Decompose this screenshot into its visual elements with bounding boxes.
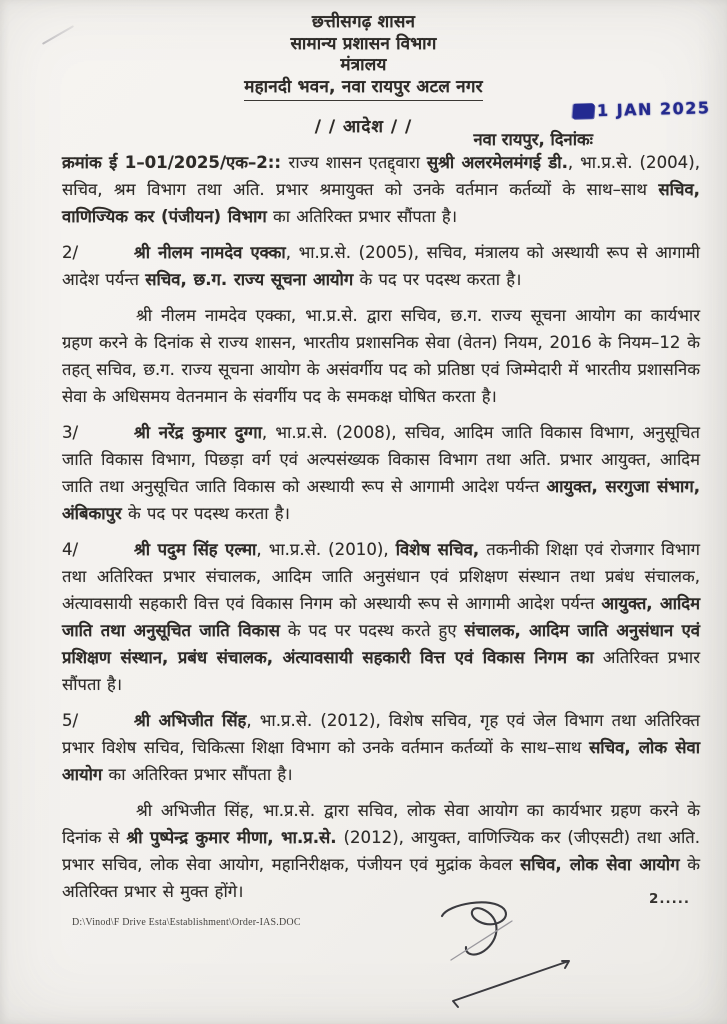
bold-text-run: श्री पुष्पेन्द्र कुमार मीणा, भा.प्र.से. — [126, 828, 337, 847]
letterhead — [0, 0, 727, 101]
text-run: राज्य शासन एतद्द्वारा — [288, 153, 427, 172]
ink-blot-icon — [573, 103, 595, 119]
text-run: , भा.प्र.से. (2008), सचिव, आदिम जाति विकास विभाग, अनुसूचित जाति विकास विभाग, पिछड़ा वर्ग एवं अल्पसंख्यक विकास विभाग तथा अति. प्रभार आयुक्त, आदिम जाति तथा अनुसूचित जाति विकास को अस्थायी रूप से आगामी आदेश पर्यन्त — [62, 423, 700, 496]
paragraph-number: 2/ — [62, 243, 79, 262]
text-run: , भा.प्र.से. (2010), — [256, 540, 396, 559]
bold-text-run: क्रमांक ई 1–01/2025/एक–2:: — [62, 153, 289, 172]
bold-text-run: विशेष सचिव, — [395, 540, 480, 559]
place-date-line: नवा रायपुर, दिनांकः — [473, 130, 593, 149]
order-paragraph — [62, 302, 700, 410]
page-number: 2..... — [648, 891, 690, 907]
government-name: छत्तीसगढ़ शासन — [311, 12, 416, 32]
text-run: का अतिरिक्त प्रभार सौंपता है। — [102, 765, 293, 784]
order-paragraph — [62, 536, 700, 698]
bold-text-run: सुश्री अलरमेलमंगई डी. — [426, 153, 568, 172]
text-run: के अतिरिक्त प्रभार से मुक्त होंगे। — [62, 855, 700, 901]
bold-text-run: संचालक, आदिम जाति अनुसंधान एवं प्रशिक्षण संस्थान, प्रबंध संचालक, अंत्यावसायी सहकारी वित्त एवं विकास निगम का — [62, 621, 700, 667]
bold-text-run: सचिव, छ.ग. राज्य सूचना आयोग — [145, 270, 354, 289]
stamp-date-text: 1 JAN 2025 — [597, 98, 712, 121]
bold-text-run: सचिव, लोक सेवा आयोग — [62, 738, 700, 784]
paragraph-number: 4/ — [62, 540, 79, 559]
signature-scribble — [420, 880, 595, 1022]
address-line: महानदी भवन, नवा रायपुर अटल नगर — [244, 77, 483, 102]
text-run: श्री अभिजीत सिंह, भा.प्र.से. द्वारा सचिव, लोक सेवा आयोग का कार्यभार ग्रहण करने के दिनांक से — [62, 801, 700, 847]
bold-text-run: श्री पदुम सिंह एल्मा — [134, 540, 257, 559]
text-run: श्री नीलम नामदेव एक्का, भा.प्र.से. द्वारा सचिव, छ.ग. राज्य सूचना आयोग का कार्यभार ग्रहण करने के दिनांक से राज्य शासन, भारतीय प्रशासनिक सेवा (वेतन) नियम, 2016 के नियम–12 के तहत् सचिव, छ.ग. राज्य सूचना आयोग के असंवर्गीय पद को प्रतिष्ठा एवं जिम्मेदारी में भारतीय प्रशासनिक सेवा के अधिसमय वेतनमान के संवर्गीय पद के समकक्ष घोषित करता है। — [62, 306, 700, 406]
bold-text-run: श्री नीलम नामदेव एक्का — [134, 243, 286, 262]
file-path: D:\Vinod\F Drive Esta\Establishment\Order-IAS.DOC — [72, 917, 301, 928]
text-run: के पद पर पदस्थ करता है। — [353, 270, 522, 289]
department-name: सामान्य प्रशासन विभाग — [290, 33, 437, 54]
text-run: के पद पर पदस्थ करते हुए — [279, 621, 465, 640]
order-paragraph — [62, 419, 700, 527]
text-run: के पद पर पदस्थ करता है। — [121, 504, 290, 523]
bold-text-run: सचिव, वाणिज्यिक कर (पंजीयन) विभाग — [62, 180, 700, 226]
text-run: , भा.प्र.से. (2004), सचिव, श्रम विभाग तथा अति. प्रभार श्रमायुक्त को उनके वर्तमान कर्तव्यों के साथ–साथ — [62, 153, 700, 199]
text-run: का अतिरिक्त प्रभार सौंपता है। — [266, 207, 457, 226]
text-run: तकनीकी शिक्षा एवं रोजगार विभाग तथा अतिरिक्त प्रभार संचालक, आदिम जाति अनुसंधान एवं प्रशिक्षण संस्थान तथा प्रबंध संचालक, अंत्यावसायी सहकारी वित्त एवं विकास निगम को अस्थायी रूप से आगामी आदेश पर्यन्त — [62, 540, 701, 613]
order-paragraph — [62, 149, 700, 230]
paragraph-number: 5/ — [62, 711, 79, 730]
text-run: अतिरिक्त प्रभार सौंपता है। — [62, 648, 700, 694]
order-title: / / आदेश / / — [314, 117, 413, 137]
order-paragraph — [62, 707, 700, 788]
paragraph-number: 3/ — [62, 423, 79, 442]
bold-text-run: आयुक्त, सरगुजा संभाग, अंबिकापुर — [62, 477, 701, 523]
ministry-name: मंत्रालय — [340, 55, 387, 75]
bold-text-run: श्री अभिजीत सिंह — [134, 711, 247, 730]
order-paragraph — [62, 797, 700, 905]
bold-text-run: सचिव, लोक सेवा आयोग — [520, 855, 680, 874]
bold-text-run: श्री नरेंद्र कुमार दुग्गा — [134, 423, 262, 442]
bold-text-run: आयुक्त, आदिम जाति तथा अनुसूचित जाति विकास — [62, 594, 700, 640]
text-run: (2012), आयुक्त, वाणिज्यिक कर (जीएसटी) तथा अति. प्रभार सचिव, लोक सेवा आयोग, महानिरीक्षक, पंजीयन एवं मुद्रांक केवल — [62, 828, 700, 874]
date-stamp — [573, 98, 711, 121]
order-paragraph — [62, 239, 700, 293]
text-run: , भा.प्र.से. (2012), विशेष सचिव, गृह एवं जेल विभाग तथा अतिरिक्त प्रभार विशेष सचिव, चिकित्सा शिक्षा विभाग को उनके वर्तमान कर्तव्यों के साथ–साथ — [62, 711, 700, 757]
text-run: , भा.प्र.से. (2005), सचिव, मंत्रालय को अस्थायी रूप से आगामी आदेश पर्यन्त — [62, 243, 700, 289]
order-paragraphs — [62, 149, 700, 914]
